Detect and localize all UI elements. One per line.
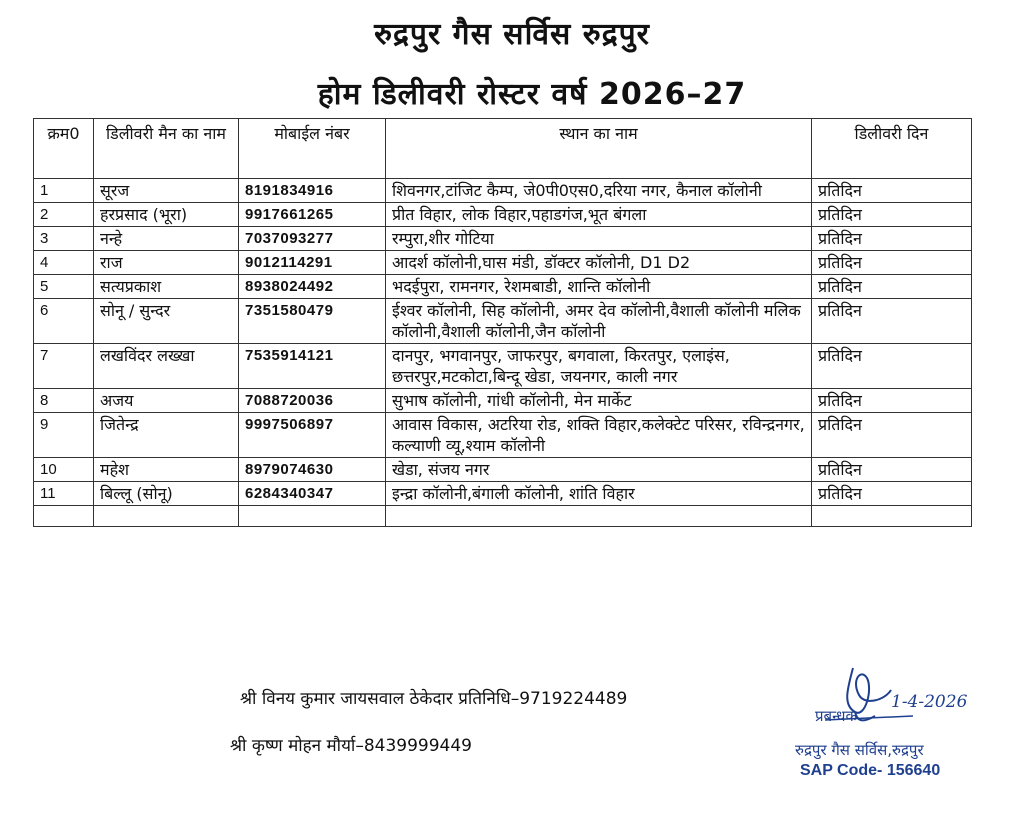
contact-secondary: श्री कृष्ण मोहन मौर्या–8439999449: [230, 736, 472, 756]
contact-representative: श्री विनय कुमार जायसवाल ठेकेदार प्रतिनिधि–9719224489: [240, 689, 628, 709]
row-serial: 11: [34, 482, 94, 506]
table-row: [34, 458, 972, 482]
row-delivery-man: नन्हे: [94, 227, 239, 251]
row-serial: 3: [34, 227, 94, 251]
header-mobile: मोबाईल नंबर: [239, 119, 386, 179]
row-mobile: 9917661265: [239, 203, 386, 227]
row-mobile: 9012114291: [239, 251, 386, 275]
table-row: [34, 344, 972, 389]
page-title: रुद्रपुर गैस सर्विस रुद्रपुर: [374, 17, 650, 52]
row-delivery-day: प्रतिदिन: [812, 275, 972, 299]
row-delivery-day: प्रतिदिन: [812, 482, 972, 506]
row-place: आवास विकास, अटरिया रोड, शक्ति विहार,कलेक्टेट परिसर, रविन्द्रनगर, कल्याणी व्यू,श्याम कॉलोनी: [386, 413, 812, 458]
row-place: आदर्श कॉलोनी,घास मंडी, डॉक्टर कॉलोनी, D1 D2: [386, 251, 812, 275]
row-delivery-man: सूरज: [94, 179, 239, 203]
stamp-date: 1-4-2026: [891, 692, 968, 712]
empty-cell: [386, 506, 812, 527]
table-row: [34, 179, 972, 203]
row-serial: 8: [34, 389, 94, 413]
empty-cell: [34, 506, 94, 527]
row-delivery-man: राज: [94, 251, 239, 275]
empty-cell: [239, 506, 386, 527]
row-delivery-man: सत्यप्रकाश: [94, 275, 239, 299]
empty-cell: [94, 506, 239, 527]
row-place: इन्द्रा कॉलोनी,बंगाली कॉलोनी, शांति विहार: [386, 482, 812, 506]
row-mobile: 7351580479: [239, 299, 386, 344]
row-mobile: 9997506897: [239, 413, 386, 458]
row-delivery-day: प्रतिदिन: [812, 389, 972, 413]
row-delivery-man: अजय: [94, 389, 239, 413]
row-delivery-man: जितेन्द्र: [94, 413, 239, 458]
header-delivery-man: डिलीवरी मैन का नाम: [94, 119, 239, 179]
stamp-sap-code: SAP Code- 156640: [800, 762, 941, 779]
row-serial: 5: [34, 275, 94, 299]
row-delivery-man: लखविंदर लख्खा: [94, 344, 239, 389]
row-place: भदईपुरा, रामनगर, रेशमबाडी, शान्ति कॉलोनी: [386, 275, 812, 299]
row-serial: 9: [34, 413, 94, 458]
row-delivery-day: प्रतिदिन: [812, 299, 972, 344]
row-place: ईश्वर कॉलोनी, सिह कॉलोनी, अमर देव कॉलोनी,वैशाली कॉलोनी मलिक कॉलोनी,वैशाली कॉलोनी,जैन कॉलोनी: [386, 299, 812, 344]
empty-cell: [812, 506, 972, 527]
row-serial: 1: [34, 179, 94, 203]
row-delivery-day: प्रतिदिन: [812, 203, 972, 227]
row-delivery-man: महेश: [94, 458, 239, 482]
stamp-org: रुद्रपुर गैस सर्विस,रुद्रपुर: [795, 741, 924, 759]
row-mobile: 7535914121: [239, 344, 386, 389]
row-delivery-day: प्रतिदिन: [812, 413, 972, 458]
row-mobile: 6284340347: [239, 482, 386, 506]
table-row: [34, 299, 972, 344]
page-subtitle: होम डिलीवरी रोस्टर वर्ष 2026–27: [317, 77, 747, 112]
table-row: [34, 389, 972, 413]
row-delivery-man: हरप्रसाद (भूरा): [94, 203, 239, 227]
roster-body: [34, 179, 972, 527]
table-row: [34, 482, 972, 506]
row-place: शिवनगर,टांजिट कैम्प, जे0पी0एस0,दरिया नगर, कैनाल कॉलोनी: [386, 179, 812, 203]
roster-table: [33, 118, 972, 527]
row-delivery-day: प्रतिदिन: [812, 344, 972, 389]
stamp-role: प्रबन्धक: [815, 707, 858, 725]
row-mobile: 7037093277: [239, 227, 386, 251]
row-delivery-day: प्रतिदिन: [812, 227, 972, 251]
row-place: खेडा, संजय नगर: [386, 458, 812, 482]
row-mobile: 7088720036: [239, 389, 386, 413]
row-serial: 6: [34, 299, 94, 344]
table-row: [34, 413, 972, 458]
manager-stamp: [795, 650, 1005, 820]
row-delivery-day: प्रतिदिन: [812, 179, 972, 203]
row-serial: 7: [34, 344, 94, 389]
row-place: प्रीत विहार, लोक विहार,पहाडगंज,भूत बंगला: [386, 203, 812, 227]
empty-row: [34, 506, 972, 527]
table-row: [34, 275, 972, 299]
header-place: स्थान का नाम: [386, 119, 812, 179]
row-delivery-day: प्रतिदिन: [812, 458, 972, 482]
row-delivery-day: प्रतिदिन: [812, 251, 972, 275]
table-header-row: [34, 119, 972, 179]
row-serial: 2: [34, 203, 94, 227]
row-mobile: 8938024492: [239, 275, 386, 299]
header-serial: क्रम0: [34, 119, 94, 179]
row-mobile: 8979074630: [239, 458, 386, 482]
table-row: [34, 227, 972, 251]
row-serial: 4: [34, 251, 94, 275]
row-place: सुभाष कॉलोनी, गांधी कॉलोनी, मेन मार्केट: [386, 389, 812, 413]
header-delivery-day: डिलीवरी दिन: [812, 119, 972, 179]
row-delivery-man: बिल्लू (सोनू): [94, 482, 239, 506]
table-row: [34, 203, 972, 227]
row-serial: 10: [34, 458, 94, 482]
row-delivery-man: सोनू / सुन्दर: [94, 299, 239, 344]
table-row: [34, 251, 972, 275]
row-place: दानपुर, भगवानपुर, जाफरपुर, बगवाला, किरतपुर, एलाइंस, छत्तरपुर,मटकोटा,बिन्दू खेडा, जयनगर, काली नगर: [386, 344, 812, 389]
row-mobile: 8191834916: [239, 179, 386, 203]
row-place: रम्पुरा,शीर गोटिया: [386, 227, 812, 251]
